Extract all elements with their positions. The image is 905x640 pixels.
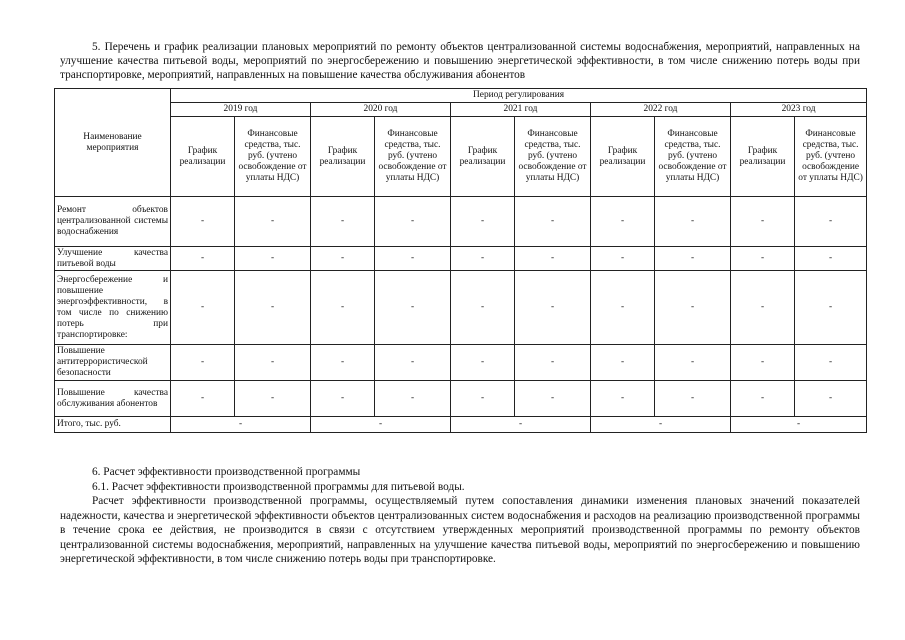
measure-name: Ремонт объектов централизованной системы водоснабжения [55, 197, 171, 247]
total-cell: - [591, 417, 731, 433]
total-cell: - [311, 417, 451, 433]
table-cell: - [655, 247, 731, 271]
table-cell: - [311, 381, 375, 417]
table-cell: - [375, 247, 451, 271]
measure-name: Улучшение качества питьевой воды [55, 247, 171, 271]
table-cell: - [515, 197, 591, 247]
finance-column-header: Финансовые средства, тыс. руб. (учтено освобождение от уплаты НДС) [515, 117, 591, 197]
table-cell: - [515, 381, 591, 417]
table-cell: - [171, 247, 235, 271]
table-row [55, 381, 867, 417]
efficiency-paragraph: Расчет эффективности производственной программы, осуществляемый путем сопоставления динамики изменения плановых значений показателей надежности, качества и энергетической эффективности объектов централизованных систем водоснабжения и расходов на реализацию производственной программы в течение срока ее действия, не производится в связи с отсутствием утвержденных мероприятий производственной программы по ремонту объектов централизованной системы водоснабжения, мероприятий, направленных на улучшение качества питьевой воды, мероприятий по энергосбережению и повышению энергетической эффективности, в том числе снижению потерь воды при транспортировке. [60, 495, 860, 566]
total-row [55, 417, 867, 433]
finance-column-header: Финансовые средства, тыс. руб. (учтено освобождение от уплаты НДС) [655, 117, 731, 197]
table-cell: - [235, 247, 311, 271]
section-6-1-heading: 6.1. Расчет эффективности производственной программы для питьевой воды. [92, 481, 465, 493]
section-6-heading: 6. Расчет эффективности производственной программы [92, 466, 361, 478]
total-cell: - [171, 417, 311, 433]
table-cell: - [731, 271, 795, 345]
table-cell: - [451, 381, 515, 417]
table-cell: - [451, 345, 515, 381]
table-cell: - [655, 271, 731, 345]
table-cell: - [451, 271, 515, 345]
table-row [55, 197, 867, 247]
table-cell: - [375, 345, 451, 381]
schedule-column-header: График реализации [591, 117, 655, 197]
schedule-column-header: График реализации [171, 117, 235, 197]
table-cell: - [655, 345, 731, 381]
table-cell: - [451, 247, 515, 271]
table-cell: - [235, 345, 311, 381]
table-cell: - [591, 345, 655, 381]
table-row [55, 247, 867, 271]
table-cell: - [171, 197, 235, 247]
table-cell: - [795, 271, 867, 345]
total-label: Итого, тыс. руб. [55, 417, 171, 433]
table-cell: - [515, 271, 591, 345]
finance-column-header: Финансовые средства, тыс. руб. (учтено освобождение от уплаты НДС) [795, 117, 867, 197]
table-cell: - [235, 381, 311, 417]
finance-column-header: Финансовые средства, тыс. руб. (учтено освобождение от уплаты НДС) [235, 117, 311, 197]
table-cell: - [655, 197, 731, 247]
table-row [55, 345, 867, 381]
year-header: 2020 год [311, 103, 451, 117]
table-cell: - [731, 345, 795, 381]
finance-column-header: Финансовые средства, тыс. руб. (учтено освобождение от уплаты НДС) [375, 117, 451, 197]
table-cell: - [375, 381, 451, 417]
table-cell: - [515, 247, 591, 271]
year-header: 2019 год [171, 103, 311, 117]
table-cell: - [311, 345, 375, 381]
year-header: 2022 год [591, 103, 731, 117]
measure-name: Повышение качества обслуживания абонентов [55, 381, 171, 417]
table-cell: - [451, 197, 515, 247]
total-cell: - [451, 417, 591, 433]
table-cell: - [171, 381, 235, 417]
table-cell: - [591, 247, 655, 271]
table-cell: - [655, 381, 731, 417]
year-header: 2021 год [451, 103, 591, 117]
year-header: 2023 год [731, 103, 867, 117]
table-cell: - [731, 381, 795, 417]
table-cell: - [375, 197, 451, 247]
table-cell: - [591, 381, 655, 417]
table-cell: - [311, 271, 375, 345]
table-cell: - [795, 197, 867, 247]
table-cell: - [311, 247, 375, 271]
table-cell: - [795, 247, 867, 271]
table-row [55, 271, 867, 345]
table-cell: - [795, 345, 867, 381]
schedule-column-header: График реализации [731, 117, 795, 197]
table-cell: - [731, 197, 795, 247]
measure-name: Энергосбережение и повышение энергоэффективности, в том числе по снижению потерь при транспортировке: [55, 271, 171, 345]
schedule-column-header: График реализации [311, 117, 375, 197]
table-cell: - [795, 381, 867, 417]
measure-name: Повышение антитеррористической безопасности [55, 345, 171, 381]
measures-table [54, 88, 867, 433]
table-cell: - [591, 271, 655, 345]
period-header: Период регулирования [171, 89, 867, 103]
table-cell: - [235, 271, 311, 345]
table-cell: - [311, 197, 375, 247]
schedule-column-header: График реализации [451, 117, 515, 197]
table-cell: - [171, 345, 235, 381]
table-cell: - [171, 271, 235, 345]
table-cell: - [591, 197, 655, 247]
section-5-heading: 5. Перечень и график реализации плановых мероприятий по ремонту объектов централизованной системы водоснабжения, мероприятий, направленных на улучшение качества питьевой воды, мероприятий по энергосбережению и повышению энергетической эффективности, в том числе снижению потерь воды при транспортировке, мероприятий, направленных на повышение качества обслуживания абонентов [60, 41, 860, 81]
table-cell: - [731, 247, 795, 271]
table-cell: - [515, 345, 591, 381]
name-column-header: Наименование мероприятия [55, 89, 171, 197]
table-cell: - [375, 271, 451, 345]
table-cell: - [235, 197, 311, 247]
total-cell: - [731, 417, 867, 433]
